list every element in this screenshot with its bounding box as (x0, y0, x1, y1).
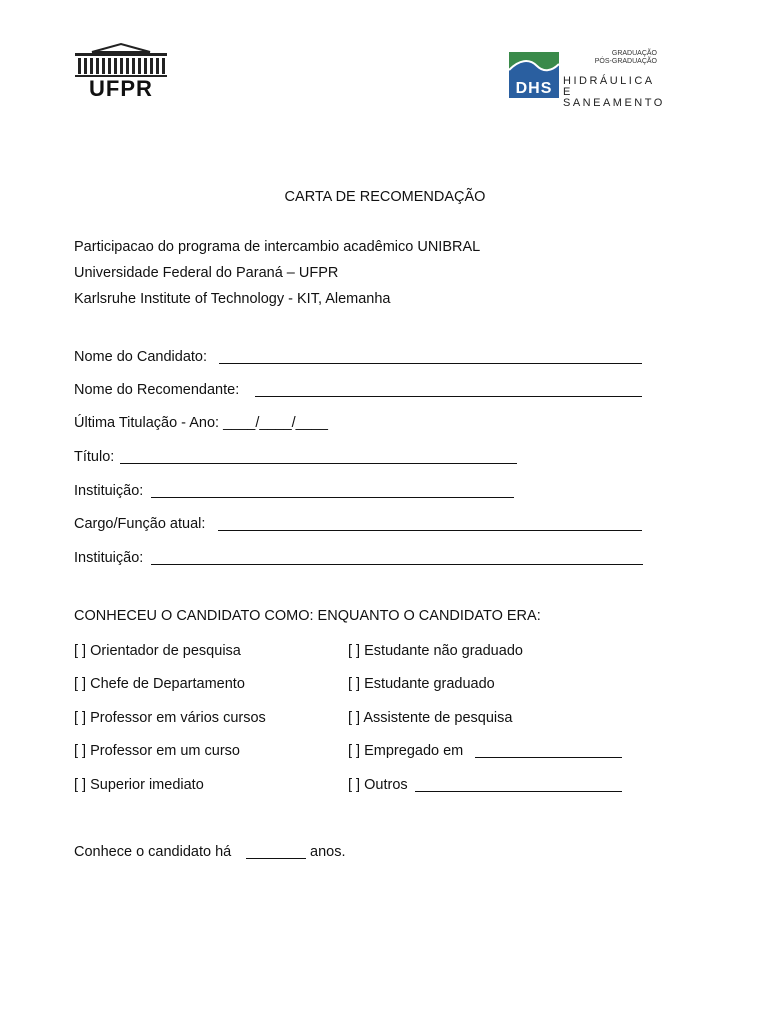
option-others[interactable]: [ ] Outros (348, 777, 408, 793)
dhs-top-line2: PÓS-GRADUAÇÃO (594, 58, 657, 65)
dhs-name-line1: HIDRÁULICA E (563, 75, 655, 98)
recommender-label: Nome do Recomendante: (74, 382, 240, 398)
position-field[interactable] (218, 530, 642, 531)
position-label: Cargo/Função atual: (74, 516, 206, 532)
institution2-label: Instituição: (74, 550, 144, 566)
option-supervisor[interactable]: [ ] Superior imediato (74, 777, 204, 793)
recommender-field[interactable] (255, 396, 642, 397)
institution1-label: Instituição: (74, 483, 144, 499)
dhs-top-line1: GRADUAÇÃO (611, 50, 657, 57)
option-employee[interactable]: [ ] Empregado em (348, 743, 464, 759)
title-field[interactable] (120, 463, 517, 464)
dhs-logo (507, 50, 665, 109)
option-undergrad[interactable]: [ ] Estudante não graduado (348, 643, 523, 659)
institution1-field[interactable] (151, 497, 514, 498)
known-for-suffix: anos. (310, 844, 346, 860)
option-dept-head[interactable]: [ ] Chefe de Departamento (74, 676, 245, 692)
option-prof-one[interactable]: [ ] Professor em um curso (74, 743, 240, 759)
option-advisor[interactable]: [ ] Orientador de pesquisa (74, 643, 241, 659)
option-grad[interactable]: [ ] Estudante graduado (348, 676, 495, 692)
ufpr-logo (72, 42, 170, 100)
candidate-label: Nome do Candidato: (74, 349, 207, 365)
option-research-assistant[interactable]: [ ] Assistente de pesquisa (348, 710, 513, 726)
others-field[interactable] (415, 791, 622, 792)
known-for-prefix: Conhece o candidato há (74, 844, 232, 860)
relationship-heading: CONHECEU O CANDIDATO COMO: ENQUANTO O CANDIDATO ERA: (74, 608, 541, 624)
intro-line-2: Universidade Federal do Paraná – UFPR (74, 265, 339, 281)
dhs-name-line2: SANEAMENTO (563, 97, 665, 109)
ufpr-logo-text: UFPR (89, 76, 153, 101)
dhs-acronym: DHS (509, 80, 559, 98)
institution2-field[interactable] (151, 564, 643, 565)
document-title: CARTA DE RECOMENDAÇÃO (284, 189, 486, 205)
known-for-years-field[interactable] (246, 858, 306, 859)
intro-line-1: Participacao do programa de intercambio acadêmico UNIBRAL (74, 239, 481, 255)
last-degree-field[interactable]: Última Titulação - Ano: ____/____/____ (74, 415, 328, 431)
intro-line-3: Karlsruhe Institute of Technology - KIT, Alemanha (74, 291, 391, 307)
candidate-field[interactable] (219, 363, 642, 364)
option-prof-various[interactable]: [ ] Professor em vários cursos (74, 710, 266, 726)
dhs-wave-icon (509, 52, 559, 80)
employee-field[interactable] (475, 757, 622, 758)
title-label: Título: (74, 449, 115, 465)
